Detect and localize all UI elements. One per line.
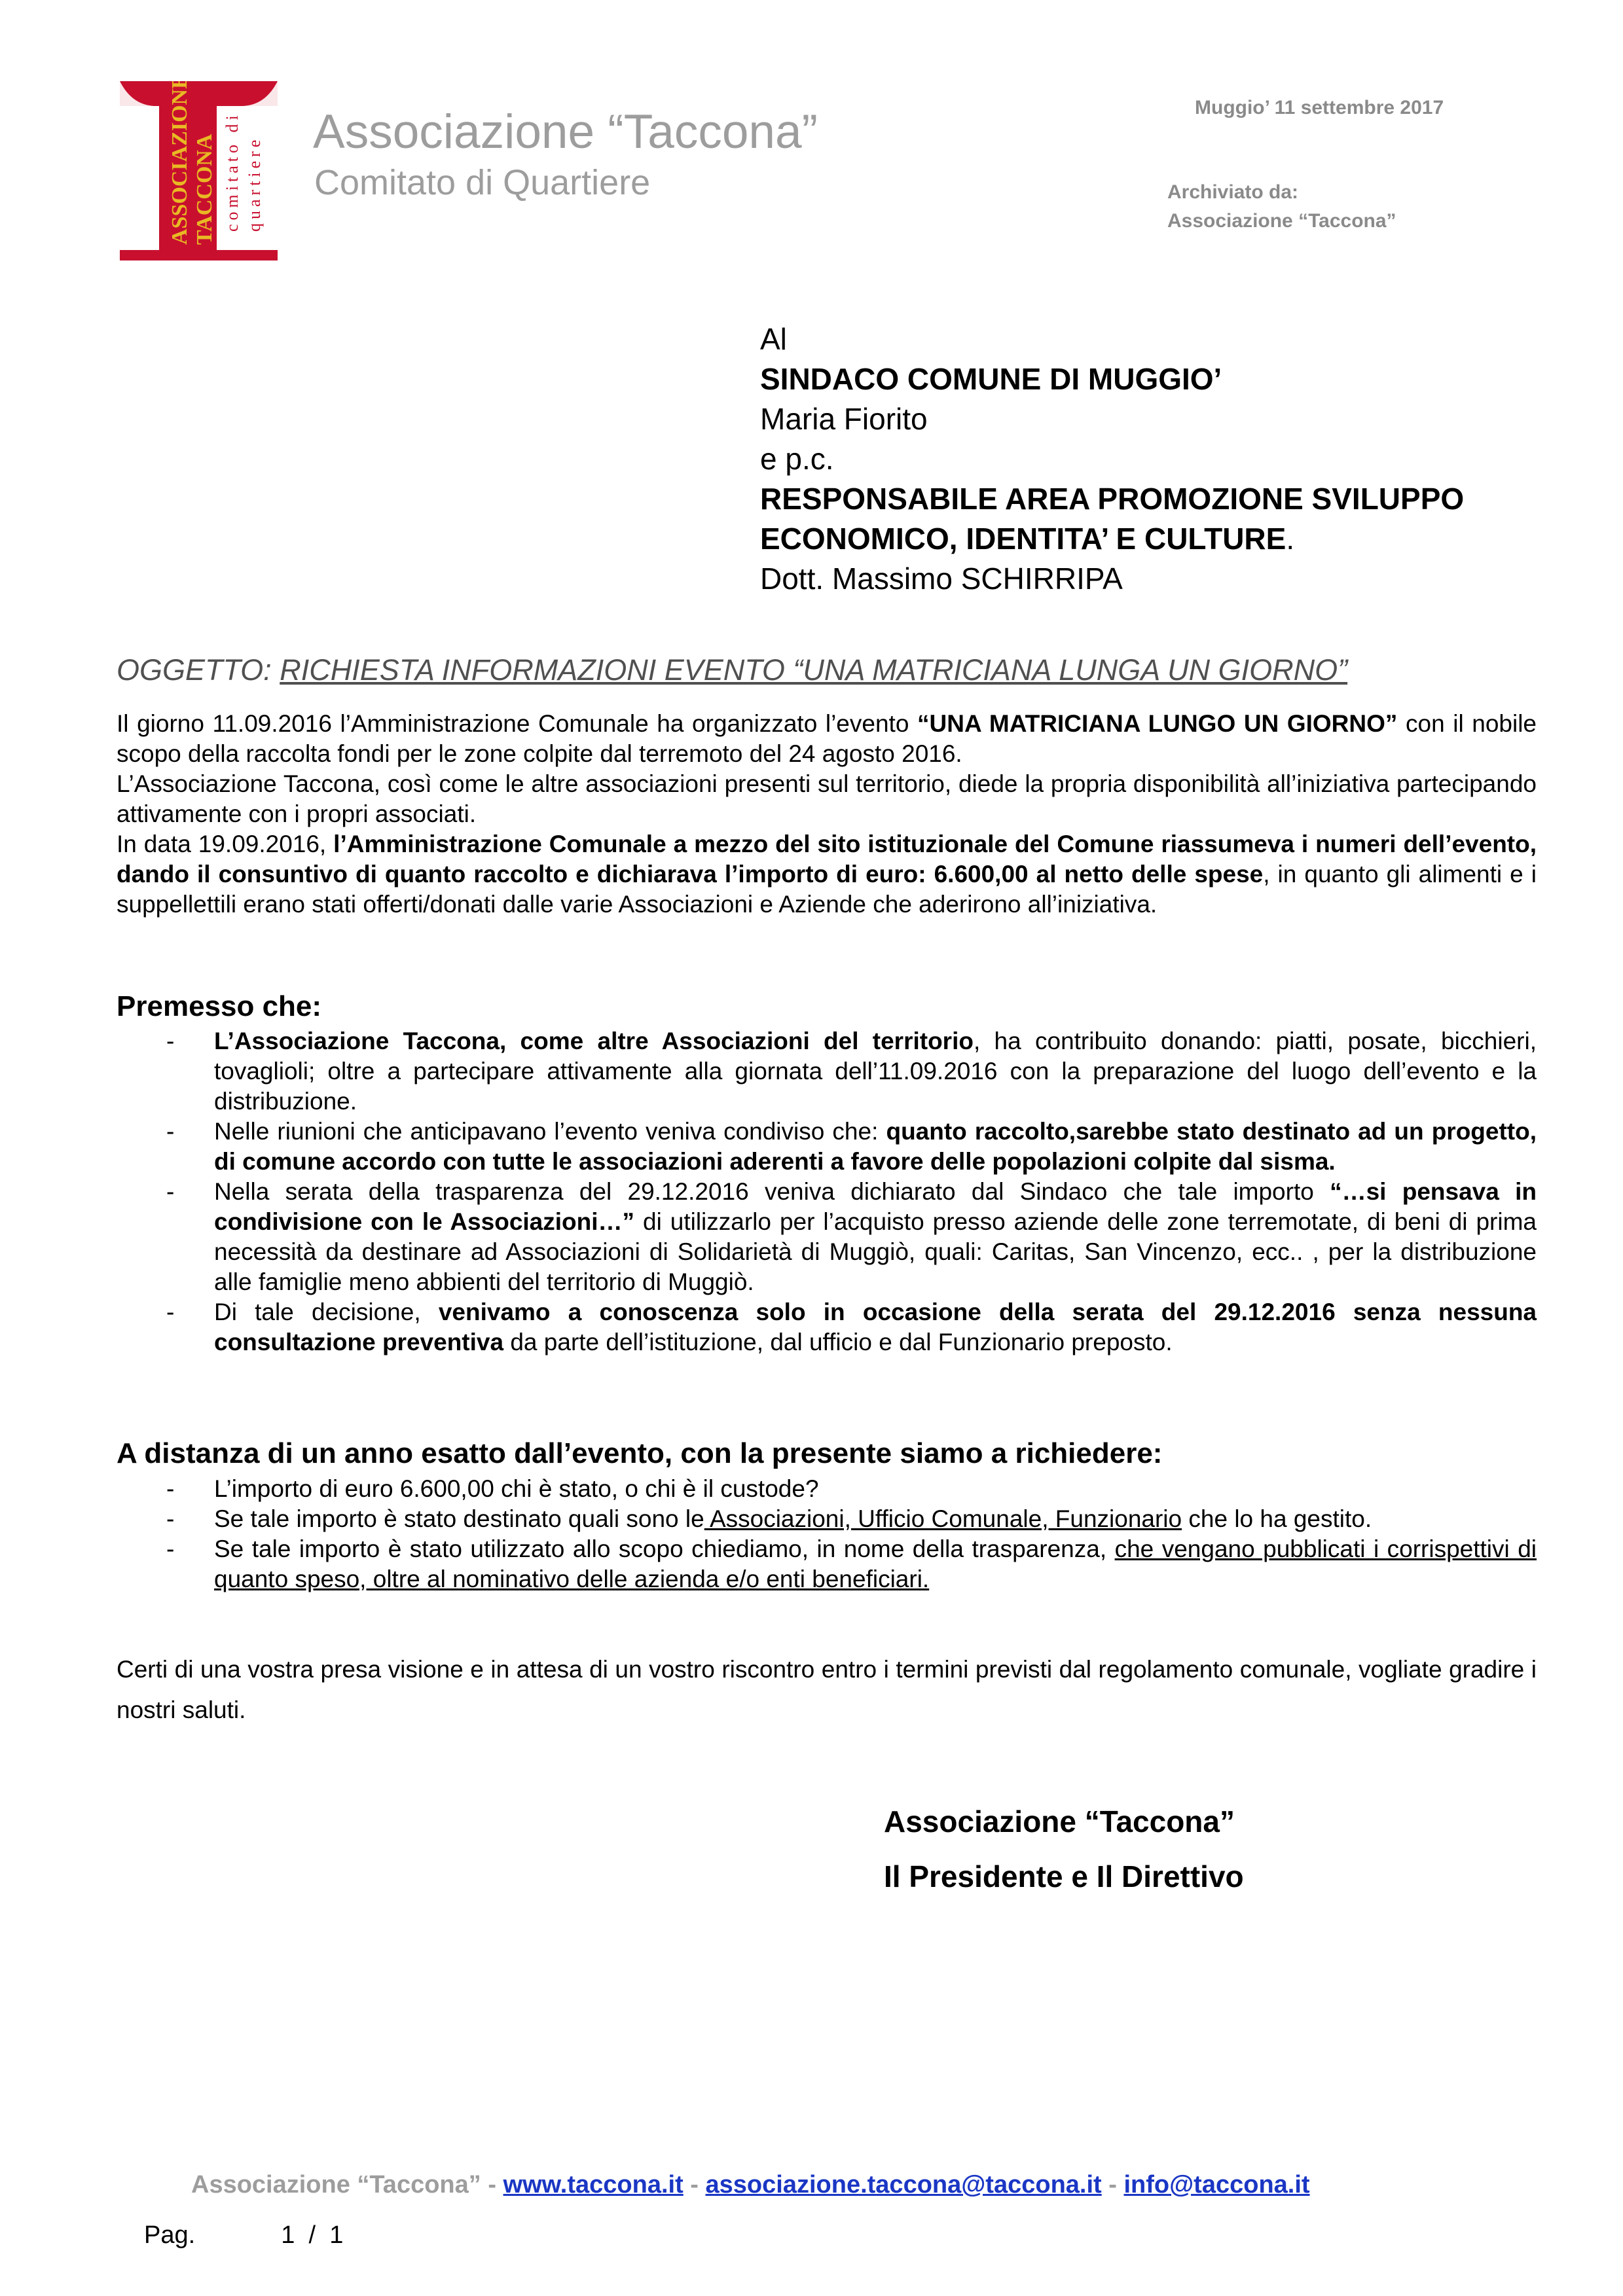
- paragraph: [117, 709, 1537, 769]
- premesso-list: [117, 1026, 1537, 1357]
- list-item: [117, 1117, 1537, 1177]
- section-heading-richiesta: A distanza di un anno esatto dall’evento, con la presente siamo a richiedere:: [117, 1437, 1163, 1469]
- richiesta-list: [117, 1474, 1537, 1594]
- text-run: che lo ha gestito.: [1182, 1505, 1372, 1532]
- text-run-bold: venivamo a conoscenza solo in occasione della serata del 29.12.2016 senza nessuna consultazione preventiva: [214, 1299, 1537, 1355]
- footer-website-link[interactable]: www.taccona.it: [503, 2171, 684, 2198]
- text-run-bold: “UNA MATRICIANA LUNGO UN GIORNO”: [917, 710, 1398, 737]
- recipient-line: Maria Fiorito: [760, 402, 928, 436]
- recipient-line: ECONOMICO, IDENTITA’ E CULTURE: [760, 522, 1286, 556]
- page-label: Pag.: [144, 2221, 196, 2249]
- logo-text-comitato: comitato di: [223, 111, 242, 232]
- archived-info: [1167, 178, 1396, 236]
- text-run-bold: “…si pensava in condivisione con le Associazioni…”: [214, 1178, 1537, 1235]
- archived-by: Associazione “Taccona”: [1167, 210, 1396, 232]
- paragraph: L’Associazione Taccona, così come le altre associazioni presenti sul territorio, diede la propria disponibilità all’iniziativa partecipando attivamente con i propri associati.: [117, 770, 1537, 827]
- text-run: con il nobile scopo della raccolta fondi per le zone colpite dal terremoto del 24 agosto 2016.: [117, 710, 1537, 767]
- text-run: In data 19.09.2016,: [117, 831, 334, 857]
- subject-line: [117, 653, 1347, 687]
- org-name: Associazione “Taccona”: [313, 105, 818, 158]
- text-run: Nella serata della trasparenza del 29.12.2016 veniva dichiarato dal Sindaco che tale importo: [214, 1178, 1330, 1205]
- footer-info-link[interactable]: info@taccona.it: [1123, 2171, 1310, 2198]
- archived-label: Archiviato da:: [1167, 181, 1299, 203]
- logo-text-taccona: TACCONA: [192, 134, 217, 245]
- footer-separator: -: [1101, 2171, 1124, 2198]
- text-run: da parte dell’istituzione, dal ufficio e dal Funzionario preposto.: [503, 1329, 1173, 1355]
- closing-paragraph: Certi di una vostra presa visione e in attesa di un vostro riscontro entro i termini previsti dal regolamento comunale, vogliate gradire i nostri saluti.: [117, 1656, 1537, 1723]
- recipient-line: SINDACO COMUNE DI MUGGIO’: [760, 362, 1222, 396]
- text-run-bold: L’Associazione Taccona, come altre Associazioni del territorio: [214, 1028, 974, 1054]
- text-run: Di tale decisione,: [214, 1299, 439, 1325]
- text-run-bold: quanto raccolto,sarebbe stato destinato ad un progetto, di comune accordo con tutte le associazioni aderenti a favore delle popolazioni colpite dal sisma.: [214, 1118, 1537, 1175]
- text-run: Il giorno 11.09.2016 l’Amministrazione Comunale ha organizzato l’evento: [117, 710, 917, 737]
- text-run-bold: l’Amministrazione Comunale a mezzo del sito istituzionale del Comune riassumeva i numeri dell’evento, dando il consuntivo di quanto raccolto e dichiarava l’importo di euro: 6.600,00 al netto delle spese: [117, 831, 1537, 888]
- footer-email-link[interactable]: associazione.taccona@taccona.it: [705, 2171, 1102, 2198]
- logo-text-quartiere: quartiere: [245, 135, 264, 232]
- footer-separator: -: [683, 2171, 706, 2198]
- page-count: 1 / 1: [281, 2221, 344, 2249]
- signature-org: Associazione “Taccona”: [884, 1804, 1235, 1839]
- list-item: [117, 1534, 1537, 1594]
- text-run: di utilizzarlo per l’acquisto presso aziende delle zone terremotate, di beni di prima necessità da destinare ad Associazioni di Solidarietà di Muggiò, quali: Caritas, San Vincenzo, ecc.. , per la distribuzione alle famiglie meno abbienti del territorio di Muggiò.: [214, 1208, 1537, 1295]
- list-item: [117, 1297, 1537, 1357]
- association-logo: [120, 81, 278, 260]
- recipient-line: RESPONSABILE AREA PROMOZIONE SVILUPPO: [760, 482, 1465, 516]
- recipient-block: [760, 319, 1464, 599]
- recipient-line-period: .: [1286, 522, 1295, 556]
- text-run: , in quanto gli alimenti e i suppellettili erano stati offerti/donati dalle varie Associazioni e Aziende che aderirono all’iniziativa.: [117, 861, 1537, 918]
- list-item: [117, 1026, 1537, 1117]
- text-run-underlined: che vengano pubblicati i corrispettivi di quanto speso, oltre al nominativo delle azienda e/o enti beneficiari.: [214, 1535, 1537, 1592]
- footer-org: Associazione “Taccona” -: [191, 2171, 503, 2198]
- paragraph: [117, 829, 1537, 920]
- org-subtitle: Comitato di Quartiere: [314, 163, 651, 202]
- page-number: [144, 2221, 343, 2250]
- signature-role: Il Presidente e Il Direttivo: [884, 1859, 1244, 1893]
- subject-label: OGGETTO:: [117, 653, 280, 687]
- recipient-line: Dott. Massimo SCHIRRIPA: [760, 562, 1123, 596]
- section-heading-premesso: Premesso che:: [117, 990, 322, 1022]
- intro-text: [117, 709, 1537, 920]
- list-item: - L’importo di euro 6.600,00 chi è stato, o chi è il custode?: [117, 1474, 1537, 1504]
- text-run-underlined: Associazioni, Ufficio Comunale, Funzionario: [704, 1505, 1182, 1532]
- text-run: Se tale importo è stato utilizzato allo scopo chiediamo, in nome della trasparenza,: [214, 1535, 1115, 1562]
- logo-text-associazione: ASSOCIAZIONE: [168, 81, 192, 245]
- letter-date: Muggio’ 11 settembre 2017: [1195, 97, 1444, 118]
- list-item: [117, 1504, 1537, 1534]
- footer: [191, 2171, 1310, 2199]
- text-run: Nelle riunioni che anticipavano l’evento veniva condiviso che:: [214, 1118, 886, 1145]
- list-item: [117, 1177, 1537, 1297]
- recipient-line: e p.c.: [760, 442, 834, 476]
- subject-text: RICHIESTA INFORMAZIONI EVENTO “UNA MATRICIANA LUNGA UN GIORNO”: [280, 653, 1348, 687]
- text-run: Se tale importo è stato destinato quali sono le: [214, 1505, 704, 1532]
- text-run: , ha contribuito donando: piatti, posate, bicchieri, tovaglioli; oltre a partecipare attivamente alla giornata dell’11.09.2016 con la preparazione del luogo dell’evento e la distribuzione.: [214, 1028, 1537, 1115]
- recipient-line: Al: [760, 322, 787, 356]
